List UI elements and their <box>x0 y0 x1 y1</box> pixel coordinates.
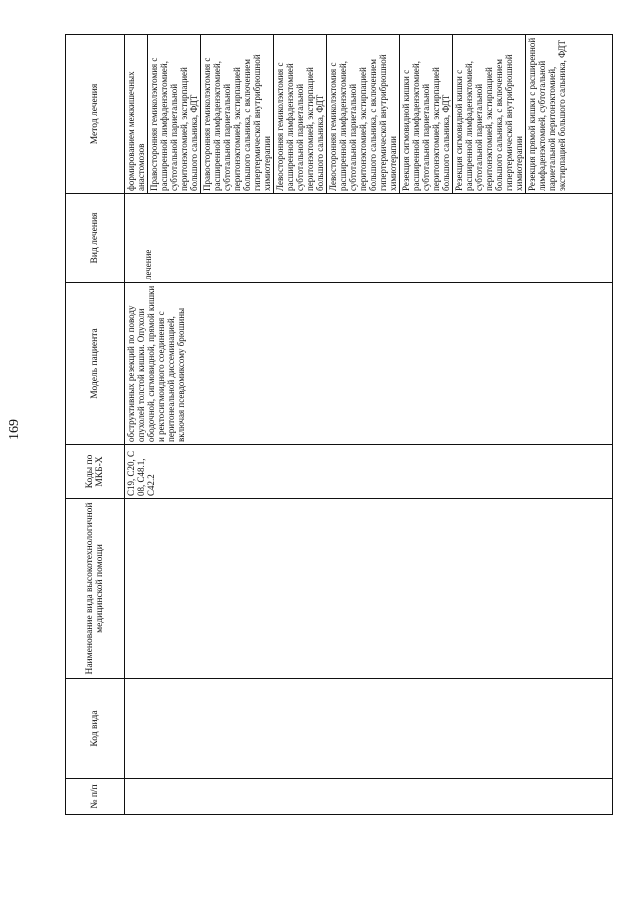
cell-num <box>125 779 613 815</box>
methods-list <box>125 35 612 193</box>
header-icd-codes: Коды по МКБ-X <box>66 445 125 499</box>
header-care-name: Наименование вида высокотехнологичной медицинской помощи <box>66 499 125 679</box>
table-row <box>125 35 613 815</box>
method-item: Резекция сигмовидной кишки с расширенной лимфаденэктомией, субтотальной париетальной перитонэктомией, экстирпацией большого сальника, ФДТ <box>400 35 453 193</box>
cell-care-name <box>125 499 613 679</box>
rotated-page-content <box>65 35 613 815</box>
header-treatment-kind: Вид лечения <box>66 194 125 283</box>
header-num: № п/п <box>66 779 125 815</box>
cell-treatment-methods <box>125 35 613 194</box>
method-item: Резекция сигмовидной кишки с расширенной лимфаденэктомией, субтотальной париетальной перитонэктомией, экстирпацией большого сальника, с включением гипертермической внутрибрюшной химиотерапии <box>453 35 526 193</box>
method-item: Левосторонняя гемиколэктомия с расширенной лимфаденэктомией, субтотальной париетальной перитонэктомией, экстирпацией большого сальника, с включением гипертермической внутрибрюшной химиотерапии <box>327 35 400 193</box>
method-item: Правосторонняя гемиколэктомия с расширенной лимфаденэктомией, субтотальной париетальной перитонэктомией, экстирпацией большого сальника, с включением гипертермической внутрибрюшной химиотерапии <box>201 35 274 193</box>
method-item: Резекция прямой кишки с расширенной лимфаденэктомией, субтотальной париетальной перитонэктомией, экстирпацией большого сальника, ФДТ <box>527 37 567 191</box>
header-patient-model: Модель пациента <box>66 283 125 445</box>
cell-treatment-kind: лечение <box>125 194 613 283</box>
cell-type-code <box>125 679 613 779</box>
high-tech-care-table <box>65 34 613 815</box>
method-item: Левосторонняя гемиколэктомия с расширенной лимфаденэктомией субтотальной париетальной перитонэктомией, экстирпацией большого сальника, ФДТ <box>274 35 327 193</box>
header-type-code: Код вида <box>66 679 125 779</box>
header-treatment-method: Метод лечения <box>66 35 125 194</box>
cell-icd-codes: С19, С20, С 08, С48.1, С42.2 <box>125 445 613 499</box>
page-number: 169 <box>7 419 22 440</box>
header-row <box>66 35 125 815</box>
cell-patient-model: обструктивных резекций по поводу опухолей толстой кишки. Опухоли ободочной, сигмовидной, прямой кишки и ректосигмоидного соединения с перитонеальной диссеминацией, включая псевдомиксому брюшины <box>125 283 613 445</box>
method-item: Правосторонняя гемиколэктомия с расширенной лимфаденэктомией, субтотальной париетальной перитонэктомией, экстирпацией большого сальника, ФДТ <box>148 35 201 193</box>
method-item: формированием межкишечных анастомозов <box>125 35 148 193</box>
